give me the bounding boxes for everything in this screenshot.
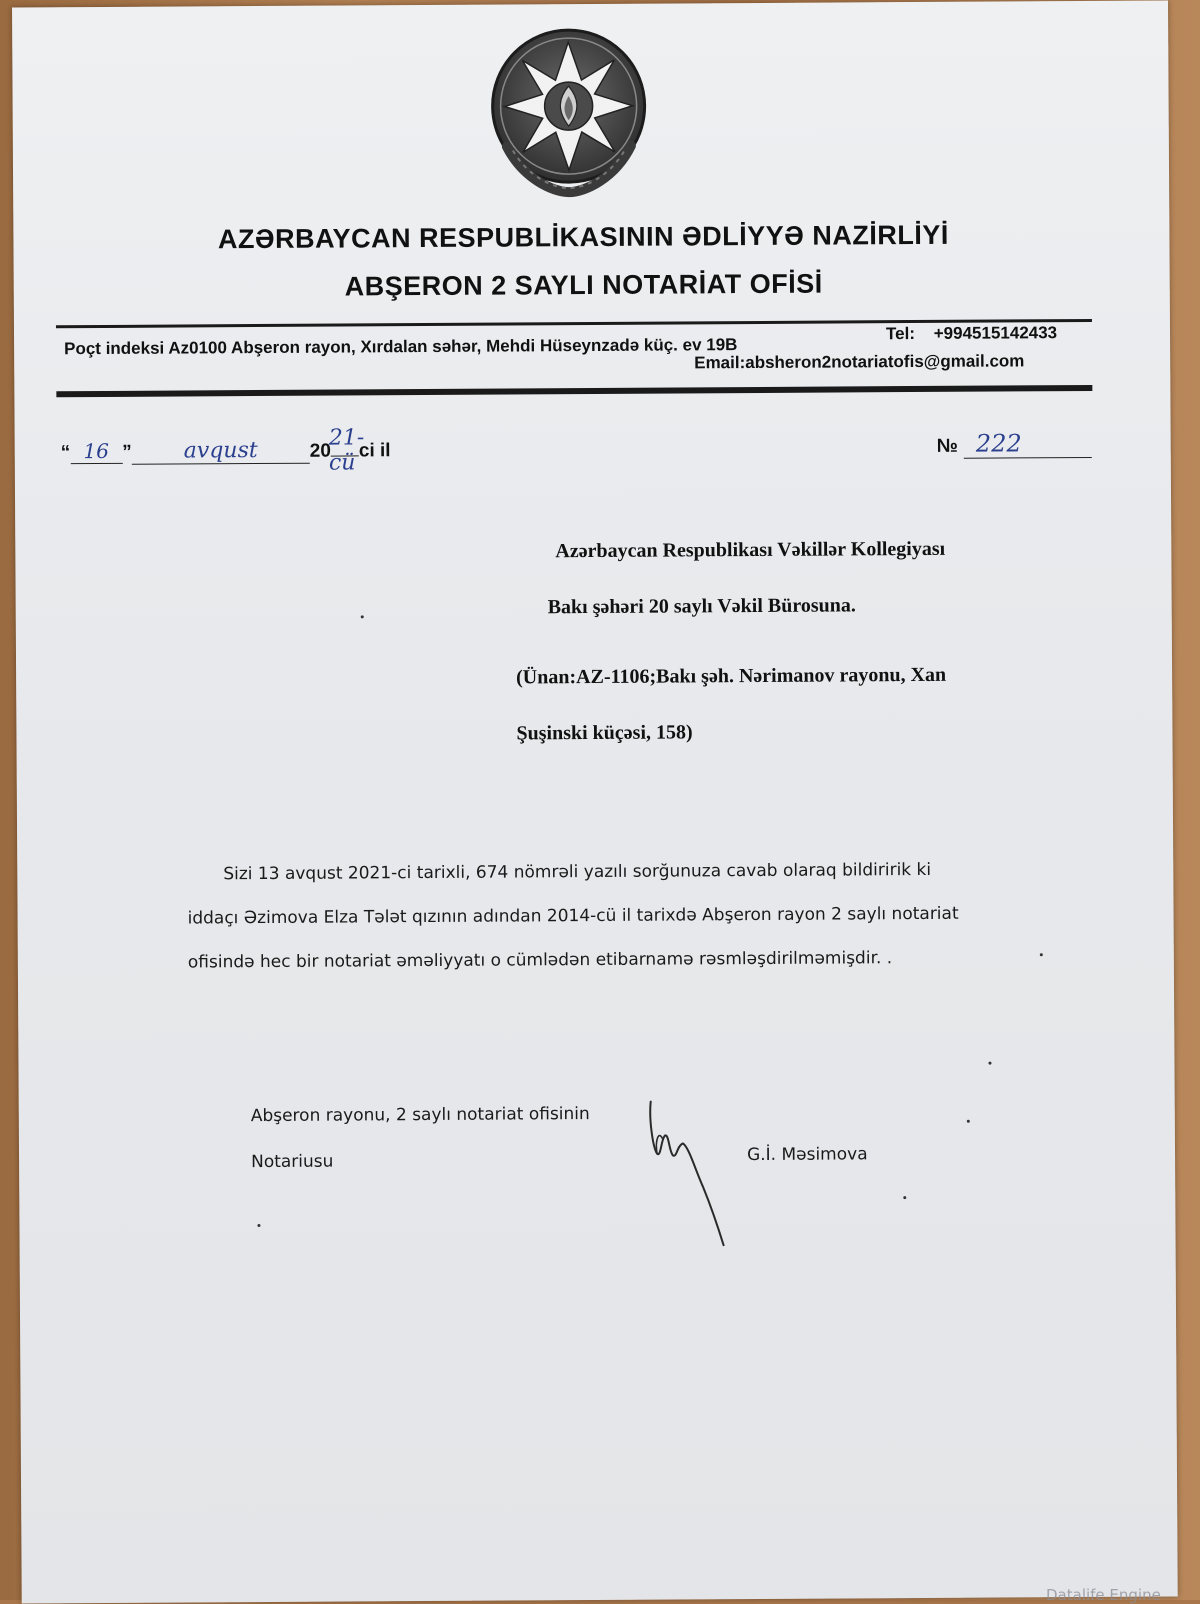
watermark: Datalife Engine <box>1046 1586 1161 1604</box>
postal-address: Poçt indeksi Az0100 Abşeron rayon, Xırdalan səhər, Mehdi Hüseynzadə küç. ev 19B <box>64 335 738 359</box>
addressee-line-4: Şuşinski küçəsi, 158) <box>516 721 693 745</box>
body-line-1: Sizi 13 avqust 2021-ci tarixli, 674 nömrəli yazılı sorğunuza cavab olaraq bildiririk ki <box>223 859 932 885</box>
ministry-title: AZƏRBAYCAN RESPUBLİKASININ ƏDLİYYƏ NAZİRLİYİ <box>217 219 949 255</box>
addressee-line-3: (Ünan:AZ-1106;Bakı şəh. Nərimanov rayonu, Xan <box>516 663 947 689</box>
paper-speck <box>967 1120 970 1123</box>
header-divider-bottom <box>56 385 1092 397</box>
letter-body <box>187 847 1068 984</box>
signatory-role: Notariusu <box>251 1151 334 1173</box>
email-address: Email:absheron2notariatofis@gmail.com <box>694 351 1025 373</box>
paper-speck <box>1040 953 1043 956</box>
paper-speck <box>903 1196 906 1199</box>
body-line-3: ofisində hec bir notariat əməliyyatı o cümlədən etibarnamə rəsmləşdirilməmişdir. . <box>187 948 893 973</box>
paper-speck <box>361 615 364 618</box>
document-number <box>937 429 1092 459</box>
telephone <box>886 323 1057 344</box>
addressee-line-2: Bakı şəhəri 20 saylı Vəkil Bürosuna. <box>547 594 856 619</box>
azerbaijan-state-emblem-icon <box>482 28 655 199</box>
addressee-line-1: Azərbaycan Respublikası Vəkillər Kollegiyası <box>555 537 946 563</box>
date-year-field <box>328 425 365 476</box>
body-line-2: iddaçı Əzimova Elza Tələt qızının adından 2014-cü il tarixdə Abşeron rayon 2 saylı notariat <box>187 903 959 929</box>
date-open-quote: “ <box>60 442 71 464</box>
number-value: 222 <box>964 429 1092 459</box>
document-page <box>12 0 1178 1603</box>
date-day: 16 <box>70 439 122 464</box>
signatory-name: G.İ. Məsimova <box>746 1144 868 1166</box>
telephone-label: Tel: <box>885 324 916 344</box>
date-il-label: ci il <box>358 440 391 462</box>
date-year-suffix: 21-cü <box>328 425 365 476</box>
signatory-office: Abşeron rayonu, 2 saylı notariat ofisinin <box>250 1104 590 1127</box>
date-month: avqust <box>132 438 310 465</box>
date-close-quote: ” <box>122 441 132 463</box>
handwritten-signature <box>643 1099 744 1250</box>
paper-speck <box>257 1224 260 1227</box>
telephone-value: +994515142433 <box>933 323 1058 343</box>
date-line <box>60 425 391 476</box>
number-label: № <box>936 435 958 457</box>
paper-speck <box>988 1062 991 1065</box>
office-title: ABŞERON 2 SAYLI NOTARİAT OFİSİ <box>344 268 823 302</box>
date-year-prefix: 20 <box>309 440 331 462</box>
